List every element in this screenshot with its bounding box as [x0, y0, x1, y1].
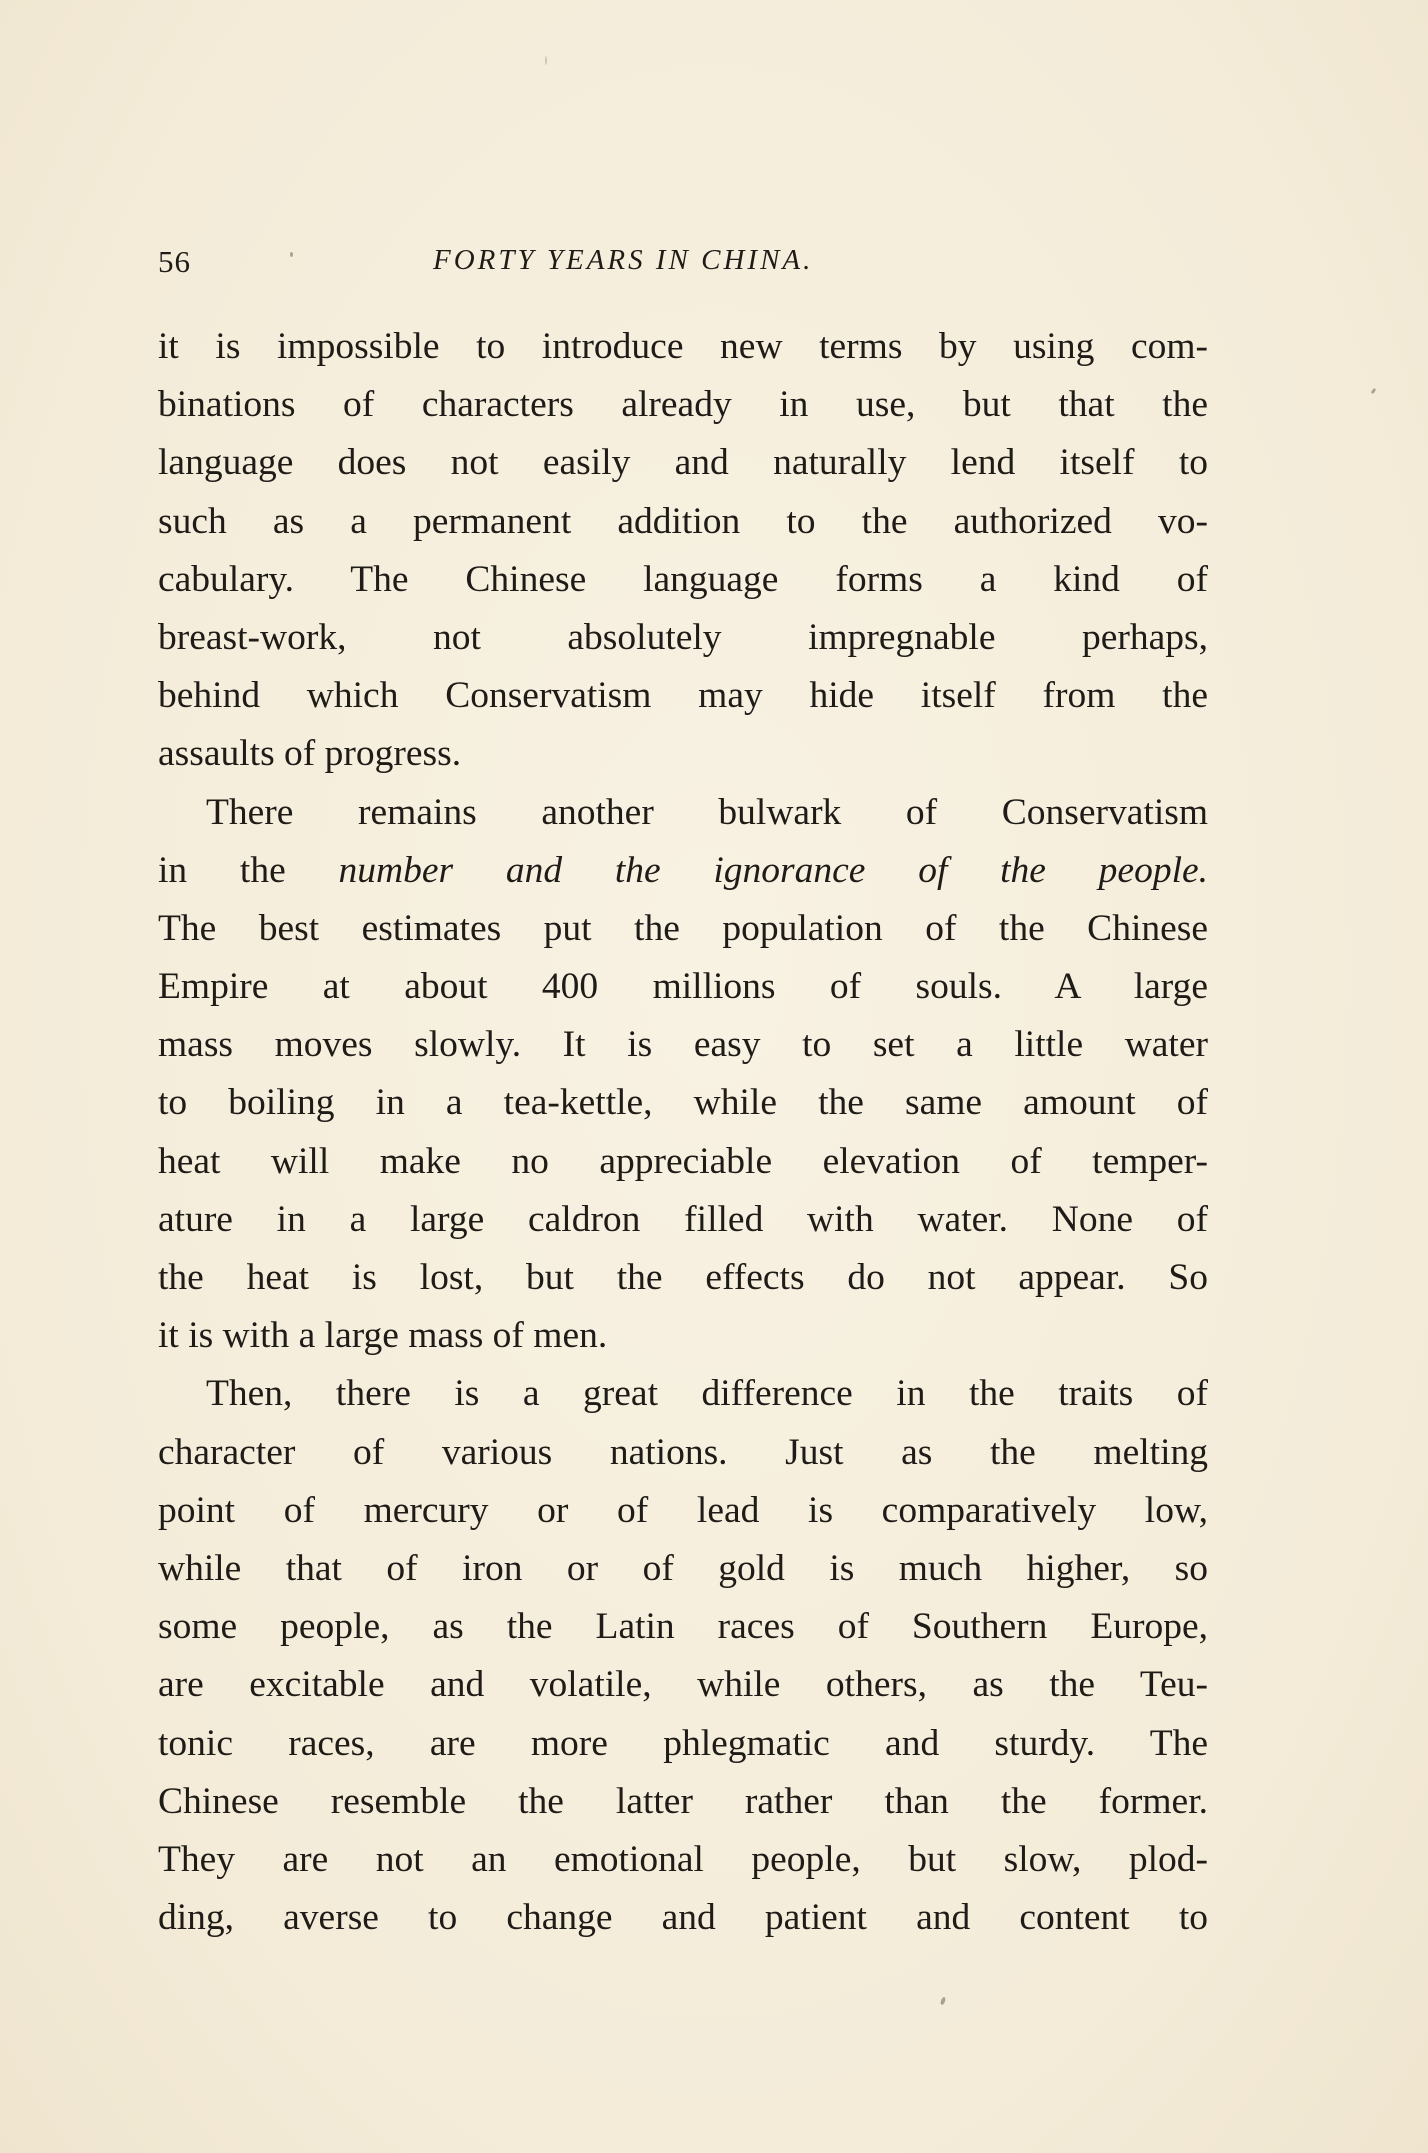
- text-line: The best estimates put the population of the Chinese: [158, 907, 1208, 949]
- text-line: it is impossible to introduce new terms by using com-: [158, 326, 1208, 367]
- text-line-with-italic: [158, 842, 1208, 900]
- page-header: [158, 244, 1210, 294]
- text-line: some people, as the Latin races of Southern Europe,: [158, 1606, 1208, 1648]
- paragraph-first-line: Then, there is a great difference in the traits of: [206, 1373, 1208, 1415]
- text-line: binations of characters already in use, but that the: [158, 384, 1208, 426]
- text-line: mass moves slowly. It is easy to set a little water: [158, 1024, 1208, 1066]
- text-line: such as a permanent addition to the authorized vo-: [158, 500, 1208, 542]
- text-line: They are not an emotional people, but slow, plod-: [158, 1838, 1208, 1880]
- text-line: assaults of progress.: [158, 733, 462, 775]
- text-line: while that of iron or of gold is much higher, so: [158, 1547, 1208, 1589]
- body-text: [158, 318, 1208, 1947]
- paper-speck: [545, 56, 547, 65]
- text-line: Chinese resemble the latter rather than the former.: [158, 1780, 1208, 1822]
- text-line: language does not easily and naturally lend itself to: [158, 442, 1208, 484]
- text-line: Empire at about 400 millions of souls. A large: [158, 966, 1208, 1008]
- text-line: heat will make no appreciable elevation of temper-: [158, 1140, 1208, 1182]
- italic-phrase: number and the ignorance of the people.: [338, 849, 1209, 891]
- paragraph-first-line: There remains another bulwark of Conservatism: [206, 791, 1208, 833]
- text-line: cabulary. The Chinese language forms a kind of: [158, 558, 1208, 600]
- text-line: breast-work, not absolutely impregnable perhaps,: [158, 616, 1208, 658]
- paper-speck: [1371, 388, 1377, 395]
- text-run: in the: [158, 849, 339, 891]
- text-line: behind which Conservatism may hide itself from the: [158, 675, 1208, 717]
- page-number: 56: [158, 244, 191, 279]
- text-line: tonic races, are more phlegmatic and sturdy. The: [158, 1722, 1208, 1764]
- text-line: it is with a large mass of men.: [158, 1315, 608, 1357]
- text-line: point of mercury or of lead is comparatively low,: [158, 1489, 1208, 1531]
- paper-speck: [940, 1997, 946, 2006]
- text-line: are excitable and volatile, while others, as the Teu-: [158, 1664, 1208, 1706]
- text-line: character of various nations. Just as the melting: [158, 1431, 1208, 1473]
- paper-speck: [290, 252, 293, 257]
- text-line: ature in a large caldron filled with water. None of: [158, 1198, 1208, 1240]
- text-line: to boiling in a tea-kettle, while the same amount of: [158, 1082, 1208, 1124]
- running-head: FORTY YEARS IN CHINA.: [433, 244, 814, 276]
- text-line: ding, averse to change and patient and content to: [158, 1897, 1208, 1939]
- text-line: the heat is lost, but the effects do not appear. So: [158, 1257, 1208, 1298]
